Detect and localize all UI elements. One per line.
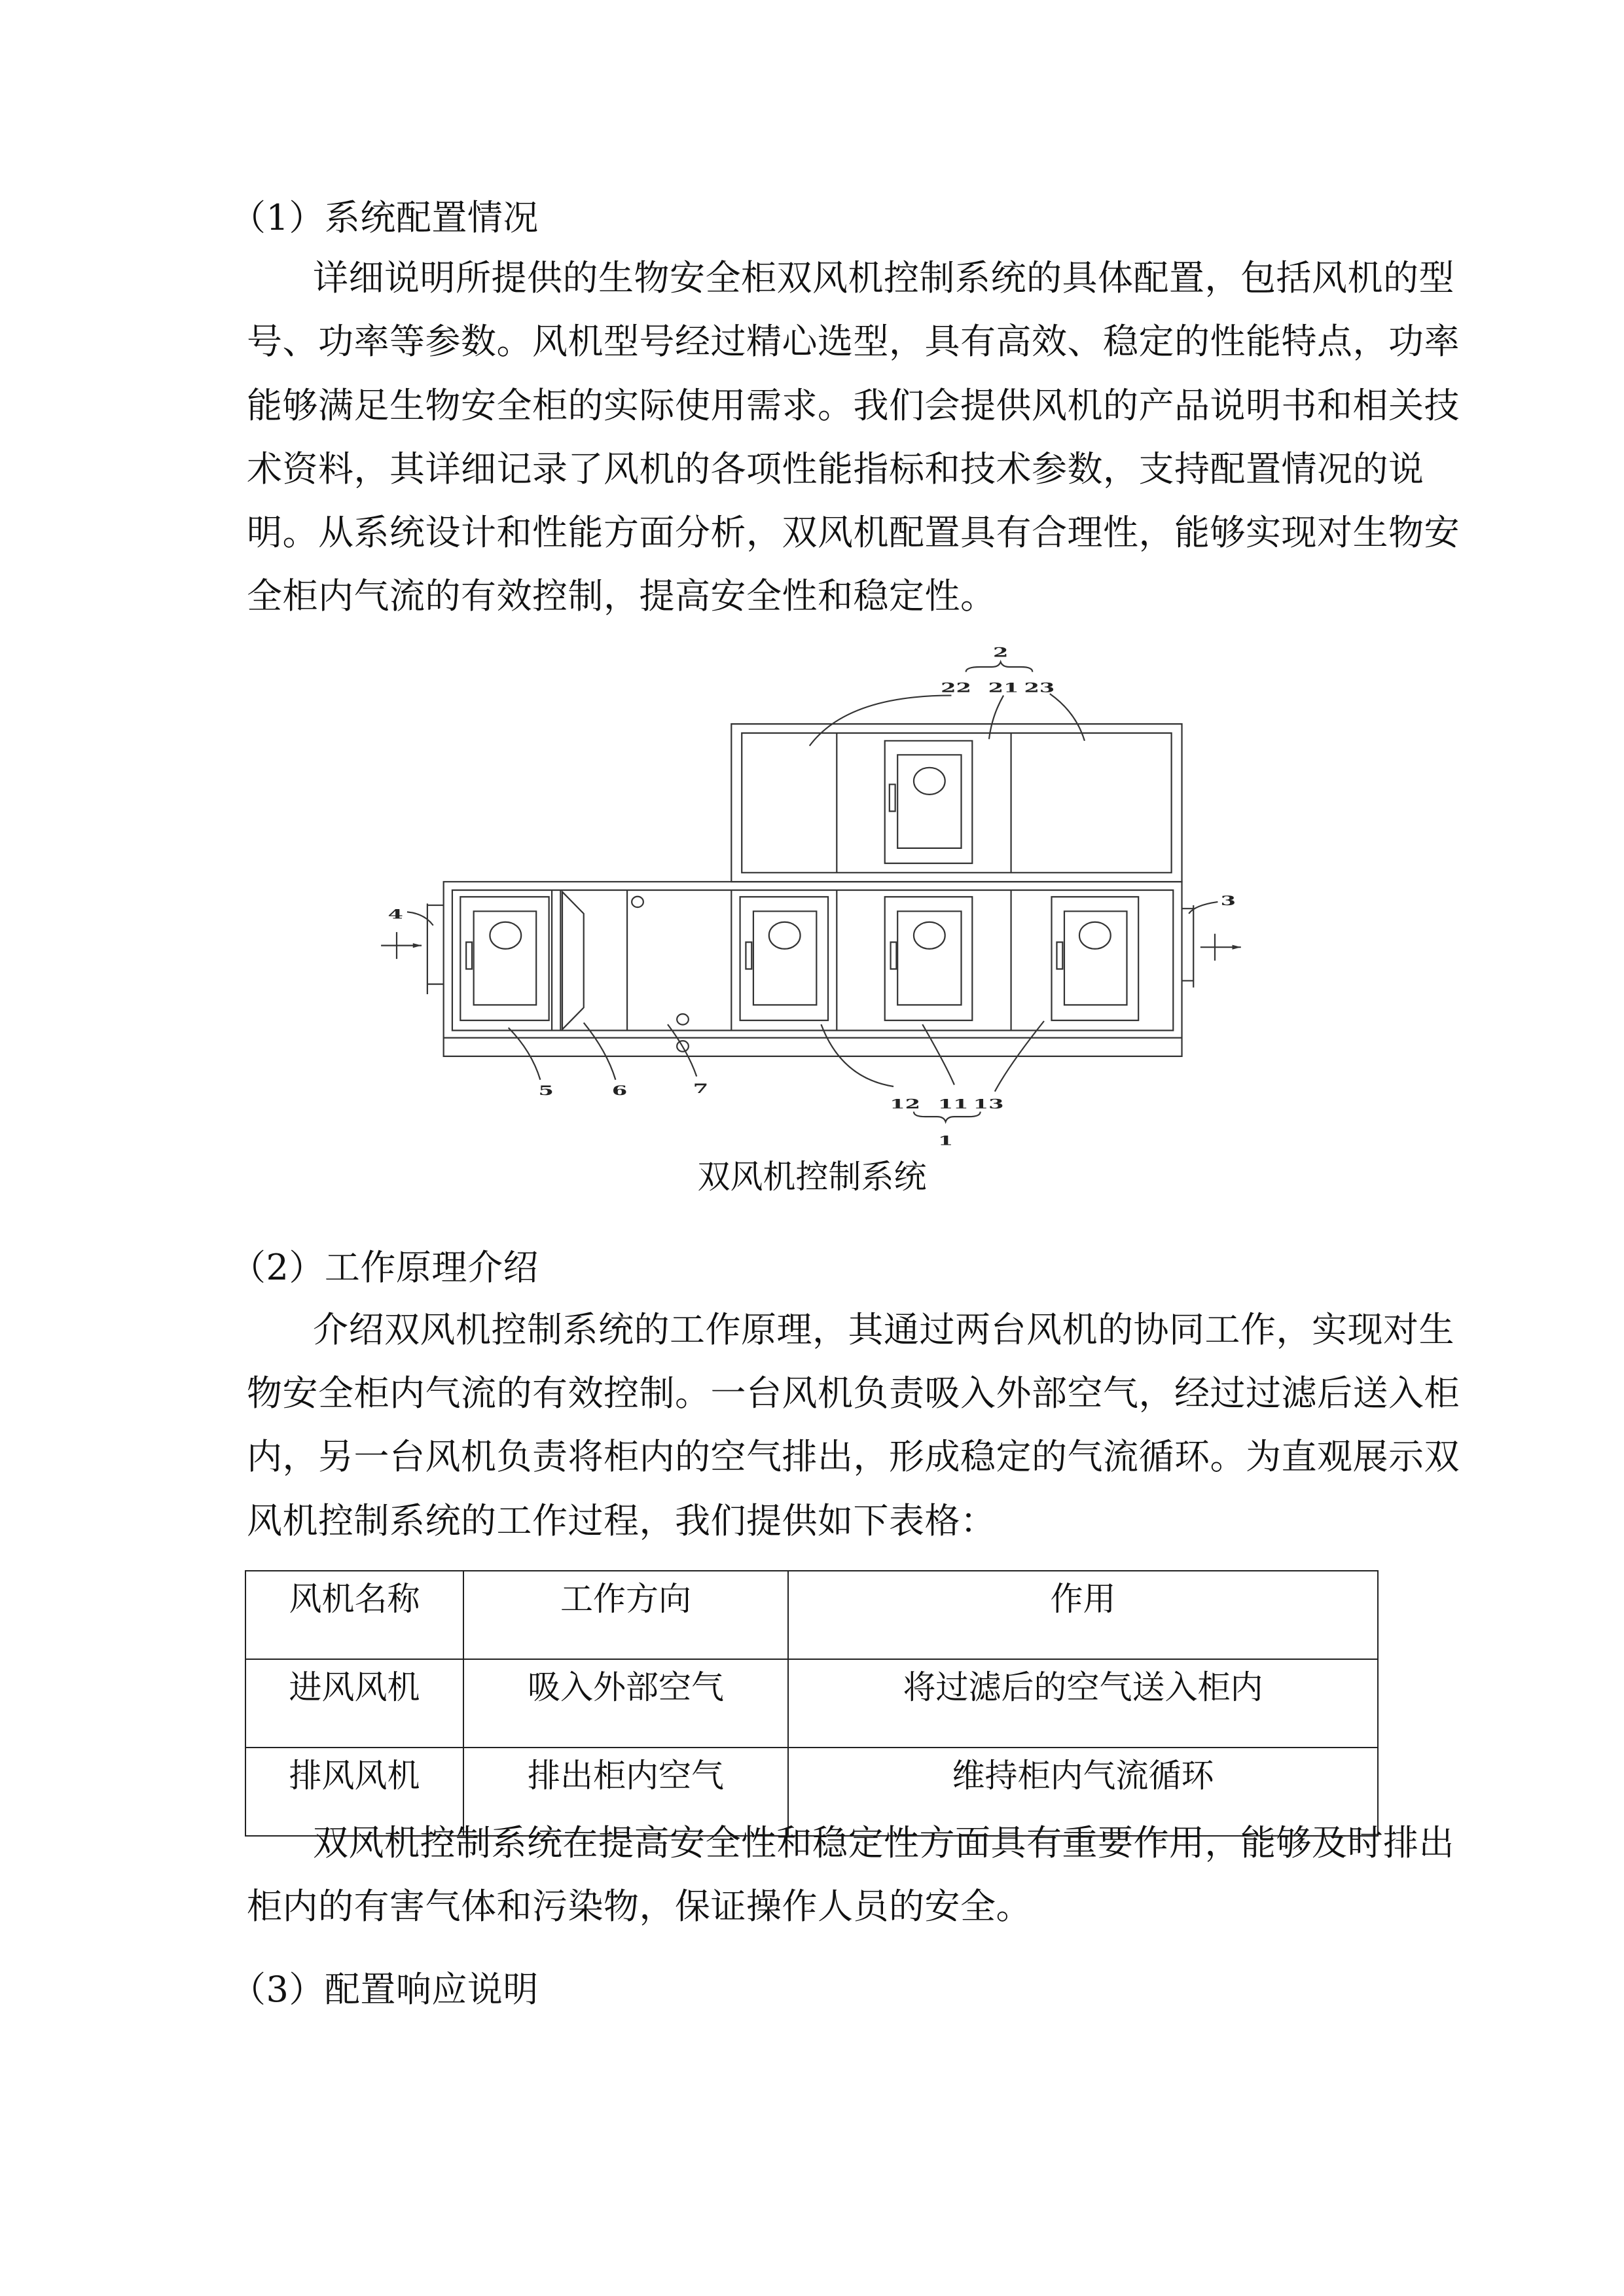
label-21: 21 bbox=[988, 680, 1019, 696]
section-1-heading: （1）系统配置情况 bbox=[230, 197, 539, 238]
label-3: 3 bbox=[1220, 893, 1236, 909]
table-header-row bbox=[245, 1571, 1378, 1659]
paragraph-line: 物安全柜内气流的有效控制。一台风机负责吸入外部空气，经过过滤后送入柜 bbox=[247, 1372, 1460, 1414]
door-5 bbox=[460, 897, 549, 1020]
paragraph-line: 详细说明所提供的生物安全柜双风机控制系统的具体配置，包括风机的型 bbox=[313, 257, 1454, 298]
outlet-arrow-icon bbox=[1200, 934, 1241, 961]
table-cell: 吸入外部空气 bbox=[463, 1659, 788, 1748]
paragraph-line: 全柜内气流的有效控制，提高安全性和稳定性。 bbox=[247, 575, 996, 617]
paragraph-line: 内，另一台风机负责将柜内的空气排出，形成稳定的气流循环。为直观展示双 bbox=[247, 1436, 1460, 1477]
paragraph-line: 明。从系统设计和性能方面分析，双风机配置具有合理性，能够实现对生物安 bbox=[247, 512, 1460, 553]
figure-caption: 双风机控制系统 bbox=[697, 1158, 927, 1196]
table-cell: 维持柜内气流循环 bbox=[788, 1748, 1378, 1836]
dual-fan-system-diagram bbox=[367, 628, 1270, 1152]
paragraph-line: 介绍双风机控制系统的工作原理，其通过两台风机的协同工作，实现对生 bbox=[313, 1309, 1454, 1350]
paragraph-line: 能够满足生物安全柜的实际使用需求。我们会提供风机的产品说明书和相关技 bbox=[247, 385, 1460, 426]
table-row bbox=[245, 1659, 1378, 1748]
header-cell: 工作方向 bbox=[463, 1571, 788, 1659]
label-2: 2 bbox=[992, 645, 1009, 660]
label-6: 6 bbox=[611, 1083, 628, 1098]
paragraph-line: 柜内的有害气体和污染物，保证操作人员的安全。 bbox=[247, 1886, 1032, 1927]
label-5: 5 bbox=[538, 1083, 554, 1098]
header-cell: 风机名称 bbox=[245, 1571, 463, 1659]
label-4: 4 bbox=[388, 906, 403, 922]
label-13: 13 bbox=[973, 1096, 1004, 1112]
table-cell: 进风风机 bbox=[245, 1659, 463, 1748]
section-2-heading: （2）工作原理介绍 bbox=[230, 1247, 539, 1288]
fan-table bbox=[245, 1570, 1379, 1837]
door-11 bbox=[885, 897, 973, 1020]
paragraph-line: 号、功率等参数。风机型号经过精心选型，具有高效、稳定的性能特点，功率 bbox=[247, 321, 1460, 362]
leader-lines bbox=[407, 662, 1218, 1122]
header-cell: 作用 bbox=[788, 1571, 1378, 1659]
table-cell: 将过滤后的空气送入柜内 bbox=[788, 1659, 1378, 1748]
paragraph-line: 术资料，其详细记录了风机的各项性能指标和技术参数，支持配置情况的说 bbox=[247, 448, 1424, 490]
door-13 bbox=[1052, 897, 1139, 1020]
inlet-arrow-icon bbox=[381, 932, 422, 959]
paragraph-line: 双风机控制系统在提高安全性和稳定性方面具有重要作用，能够及时排出 bbox=[313, 1822, 1454, 1863]
paragraph-line: 风机控制系统的工作过程，我们提供如下表格： bbox=[247, 1500, 996, 1541]
table-cell: 排出柜内空气 bbox=[463, 1748, 788, 1836]
label-11: 11 bbox=[937, 1096, 969, 1112]
section-3-heading: （3）配置响应说明 bbox=[230, 1969, 539, 2010]
table-cell: 排风风机 bbox=[245, 1748, 463, 1836]
label-12: 12 bbox=[890, 1096, 921, 1112]
door-12 bbox=[740, 897, 828, 1020]
label-22: 22 bbox=[941, 680, 971, 696]
label-1: 1 bbox=[937, 1134, 954, 1149]
label-23: 23 bbox=[1024, 680, 1055, 696]
upper-unit bbox=[731, 724, 1182, 882]
label-7: 7 bbox=[693, 1081, 709, 1097]
